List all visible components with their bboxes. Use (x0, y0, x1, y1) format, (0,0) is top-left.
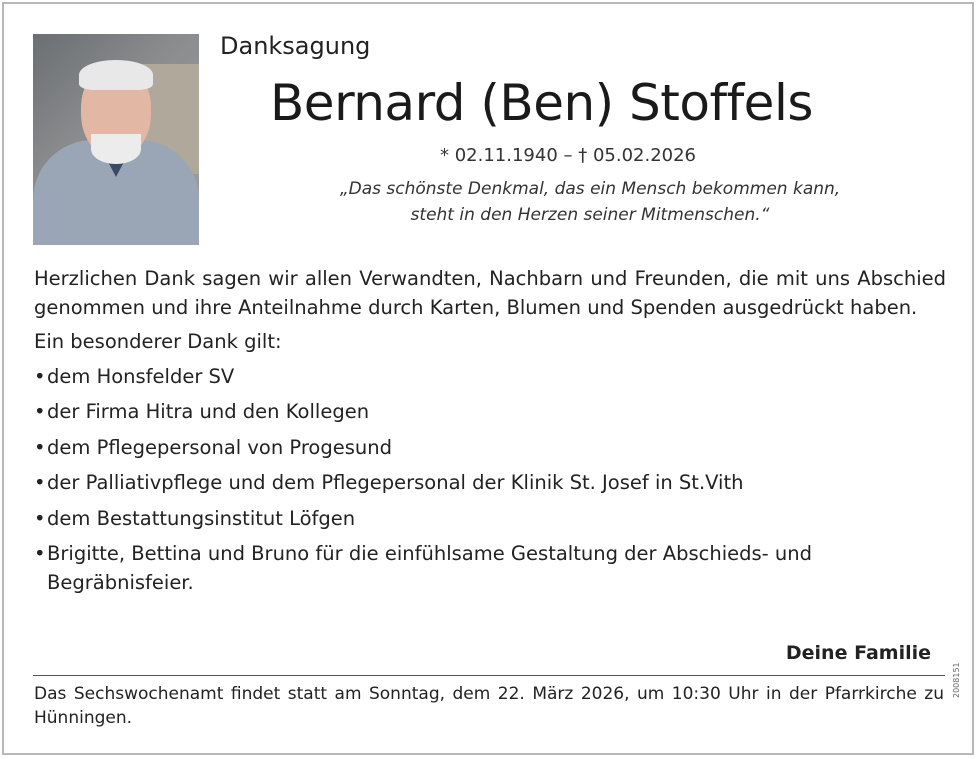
life-dates: * 02.11.1940 – † 05.02.2026 (440, 145, 697, 166)
list-item-text: Brigitte, Bettina und Bruno für die einfühlsame Gestaltung der Abschieds- und Begräbnisfeier. (47, 542, 812, 594)
list-item (34, 434, 946, 463)
bullet-icon: • (34, 364, 46, 388)
quote-line-1: „Das schönste Denkmal, das ein Mensch bekommen kann, (339, 179, 841, 199)
signature: Deine Familie (785, 642, 931, 664)
thanks-intro: Herzlichen Dank sagen wir allen Verwandten, Nachbarn und Freunden, die mit uns Abschied genommen und ihre Anteilnahme durch Karten, Blumen und Spenden ausgedrückt haben. (34, 267, 946, 319)
bullet-icon: • (34, 471, 46, 494)
divider (33, 675, 945, 676)
ad-code: 2008151 (952, 662, 961, 698)
list-item (34, 398, 946, 427)
list-item (34, 363, 946, 392)
list-item (34, 505, 946, 534)
photo-beard (91, 134, 141, 164)
bullet-icon: • (34, 400, 46, 423)
danksagung-label: Danksagung (220, 32, 371, 60)
list-item-text: dem Honsfelder SV (47, 364, 235, 388)
special-thanks-heading: Ein besonderer Dank gilt: (34, 330, 282, 353)
list-item (34, 469, 946, 498)
deceased-name: Bernard (Ben) Stoffels (270, 74, 813, 132)
list-item-text: dem Pflegepersonal von Progesund (47, 435, 392, 459)
bullet-icon: • (34, 506, 46, 530)
list-item-text: dem Bestattungsinstitut Löfgen (47, 506, 356, 530)
photo-hair (79, 60, 153, 90)
list-item-text: der Palliativpflege und dem Pflegepersonal der Klinik St. Josef in St.Vith (47, 471, 744, 494)
memorial-quote (250, 176, 930, 228)
thanks-list (34, 363, 946, 598)
quote-line-2: steht in den Herzen seiner Mitmenschen.“ (410, 205, 770, 225)
portrait-photo (33, 34, 199, 245)
list-item-text: der Firma Hitra und den Kollegen (47, 400, 370, 423)
list-item (34, 540, 946, 597)
mass-announcement: Das Sechswochenamt findet statt am Sonntag, dem 22. März 2026, um 10:30 Uhr in der Pfarrkirche zu Hünningen. (34, 684, 944, 728)
thanks-body (34, 265, 946, 604)
bullet-icon: • (34, 542, 46, 565)
bullet-icon: • (34, 435, 46, 459)
